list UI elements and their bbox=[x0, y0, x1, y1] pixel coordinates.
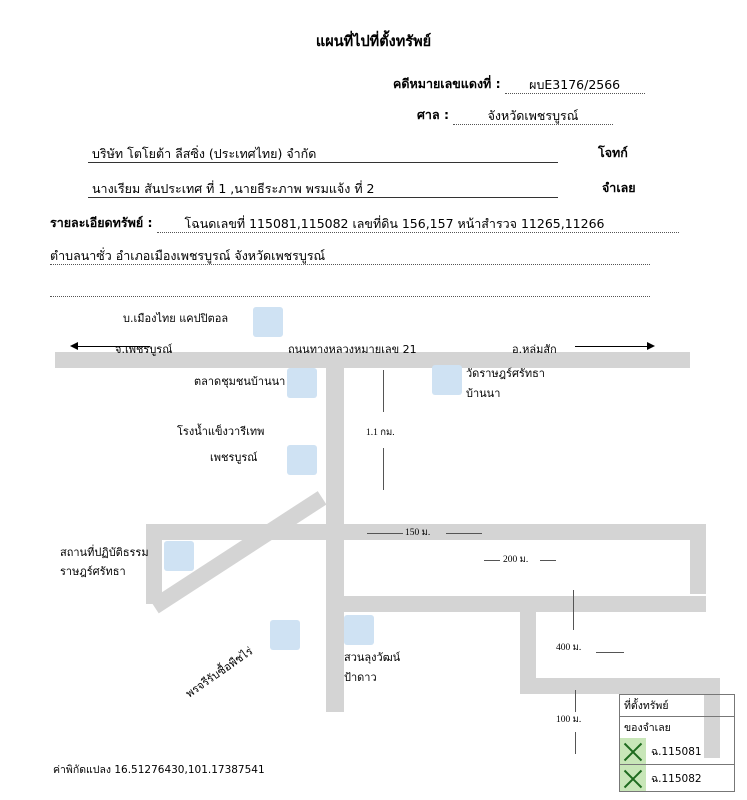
legend-title-line-1: ที่ตั้งทรัพย์ bbox=[619, 694, 735, 716]
direction-label-right: อ.หล่มสัก bbox=[512, 343, 557, 356]
property-detail-row-3 bbox=[50, 280, 650, 297]
dimension-tick-3 bbox=[367, 533, 403, 534]
defendant-value: นางเรียม สันประเทศ ที่ 1 ,นายธีระภาพ พรมแจ้ง ที่ 2 bbox=[88, 181, 558, 198]
place-label-ice-factory-2: เพชรบูรณ์ bbox=[210, 451, 258, 464]
dimension-label-2: 150 ม. bbox=[405, 528, 431, 538]
place-box-pornjaree bbox=[270, 620, 300, 650]
property-detail-row-2 bbox=[50, 248, 650, 265]
place-label-pornjaree: พรจรีรับซื้อพืชไร่ bbox=[183, 644, 256, 701]
dimension-tick-10 bbox=[575, 732, 576, 754]
legend-label-2: ฉ.115082 bbox=[651, 772, 702, 785]
property-line-3 bbox=[50, 280, 650, 297]
road-right-stub bbox=[690, 524, 706, 594]
dimension-tick-6 bbox=[540, 560, 556, 561]
place-box-ice-factory bbox=[287, 445, 317, 475]
dimension-tick-8 bbox=[596, 652, 624, 653]
legend-row-1 bbox=[619, 738, 735, 765]
page-title: แผนที่ไปที่ตั้งทรัพย์ bbox=[315, 34, 432, 50]
dimension-tick-7 bbox=[573, 590, 574, 630]
plaintiff-label: โจทก์ bbox=[597, 145, 628, 160]
plaintiff-value: บริษัท โตโยต้า ลีสซิ่ง (ประเทศไทย) จำกัด bbox=[88, 146, 558, 163]
case-number-label: คดีหมายเลขแดงที่ : bbox=[393, 76, 501, 91]
property-line-2: ตำบลนาซั่ว อำเภอเมืองเพชรบูรณ์ จังหวัดเพชรบูรณ์ bbox=[50, 248, 650, 265]
dimension-tick-4 bbox=[446, 533, 482, 534]
place-label-suan-lung-wat-2: ป้าดาว bbox=[344, 671, 377, 684]
dimension-label-3: 200 ม. bbox=[503, 555, 529, 565]
dimension-tick-2 bbox=[383, 448, 384, 490]
place-box-muangthai-capital bbox=[253, 307, 283, 337]
place-box-market bbox=[287, 368, 317, 398]
property-label: รายละเอียดทรัพย์ : bbox=[50, 215, 153, 230]
road-horizontal-lower bbox=[326, 596, 706, 612]
road-horizontal-bottom bbox=[520, 678, 720, 694]
place-label-temple-2: บ้านนา bbox=[466, 387, 501, 400]
court-value: จังหวัดเพชรบูรณ์ bbox=[453, 108, 613, 125]
place-box-temple bbox=[432, 365, 462, 395]
highway-label: ถนนทางหลวงหมายเลข 21 bbox=[288, 343, 417, 356]
dimension-label-4: 400 ม. bbox=[556, 643, 582, 653]
property-line-1: โฉนดเลขที่ 115081,115082 เลขที่ดิน 156,157 หน้าสำรวจ 11265,11266 bbox=[157, 216, 679, 233]
arrow-head-left-icon bbox=[70, 342, 78, 350]
property-location-map bbox=[0, 300, 747, 800]
x-mark-icon bbox=[620, 738, 646, 764]
case-number-value: ผบE3176/2566 bbox=[505, 77, 645, 94]
place-label-dhamma-center-2: ราษฎร์ศรัทธา bbox=[60, 565, 126, 578]
legend-label-1: ฉ.115081 bbox=[651, 745, 702, 758]
direction-label-left: จ.เพชรบูรณ์ bbox=[115, 343, 173, 356]
defendant-row bbox=[88, 178, 636, 198]
arrow-head-right-icon bbox=[647, 342, 655, 350]
dimension-label-5: 100 ม. bbox=[556, 715, 582, 725]
place-box-suan-lung-wat bbox=[344, 615, 374, 645]
arrow-line-right bbox=[575, 346, 647, 347]
property-detail-row-1 bbox=[50, 213, 679, 233]
court-row bbox=[417, 105, 613, 125]
court-label: ศาล : bbox=[417, 107, 449, 122]
case-number-row bbox=[393, 74, 645, 94]
dimension-tick-1 bbox=[383, 370, 384, 412]
place-label-muangthai-capital: บ.เมืองไทย แคปปิตอล bbox=[123, 312, 229, 325]
dimension-label-1: 1.1 กม. bbox=[366, 428, 395, 438]
x-mark-icon bbox=[620, 765, 646, 791]
place-label-dhamma-center: สถานที่ปฏิบัติธรรม bbox=[60, 546, 149, 559]
place-label-suan-lung-wat: สวนลุงวัฒน์ bbox=[344, 651, 401, 664]
dimension-tick-9 bbox=[575, 690, 576, 712]
legend-box bbox=[619, 694, 735, 792]
dimension-tick-5 bbox=[484, 560, 500, 561]
plaintiff-row bbox=[88, 143, 628, 163]
place-label-ice-factory: โรงน้ำแข็งวารีเทพ bbox=[177, 425, 265, 438]
place-box-dhamma-center bbox=[164, 541, 194, 571]
legend-row-2 bbox=[619, 765, 735, 792]
road-left-stub bbox=[146, 524, 162, 604]
place-label-temple: วัดราษฎร์ศรัทธา bbox=[466, 367, 545, 380]
defendant-label: จำเลย bbox=[601, 180, 636, 195]
legend-title-line-2: ของจำเลย bbox=[619, 716, 735, 738]
place-label-market: ตลาดชุมชนบ้านนา bbox=[194, 375, 286, 388]
coordinates-text: ค่าพิกัดแปลง 16.51276430,101.17387541 bbox=[53, 764, 265, 776]
